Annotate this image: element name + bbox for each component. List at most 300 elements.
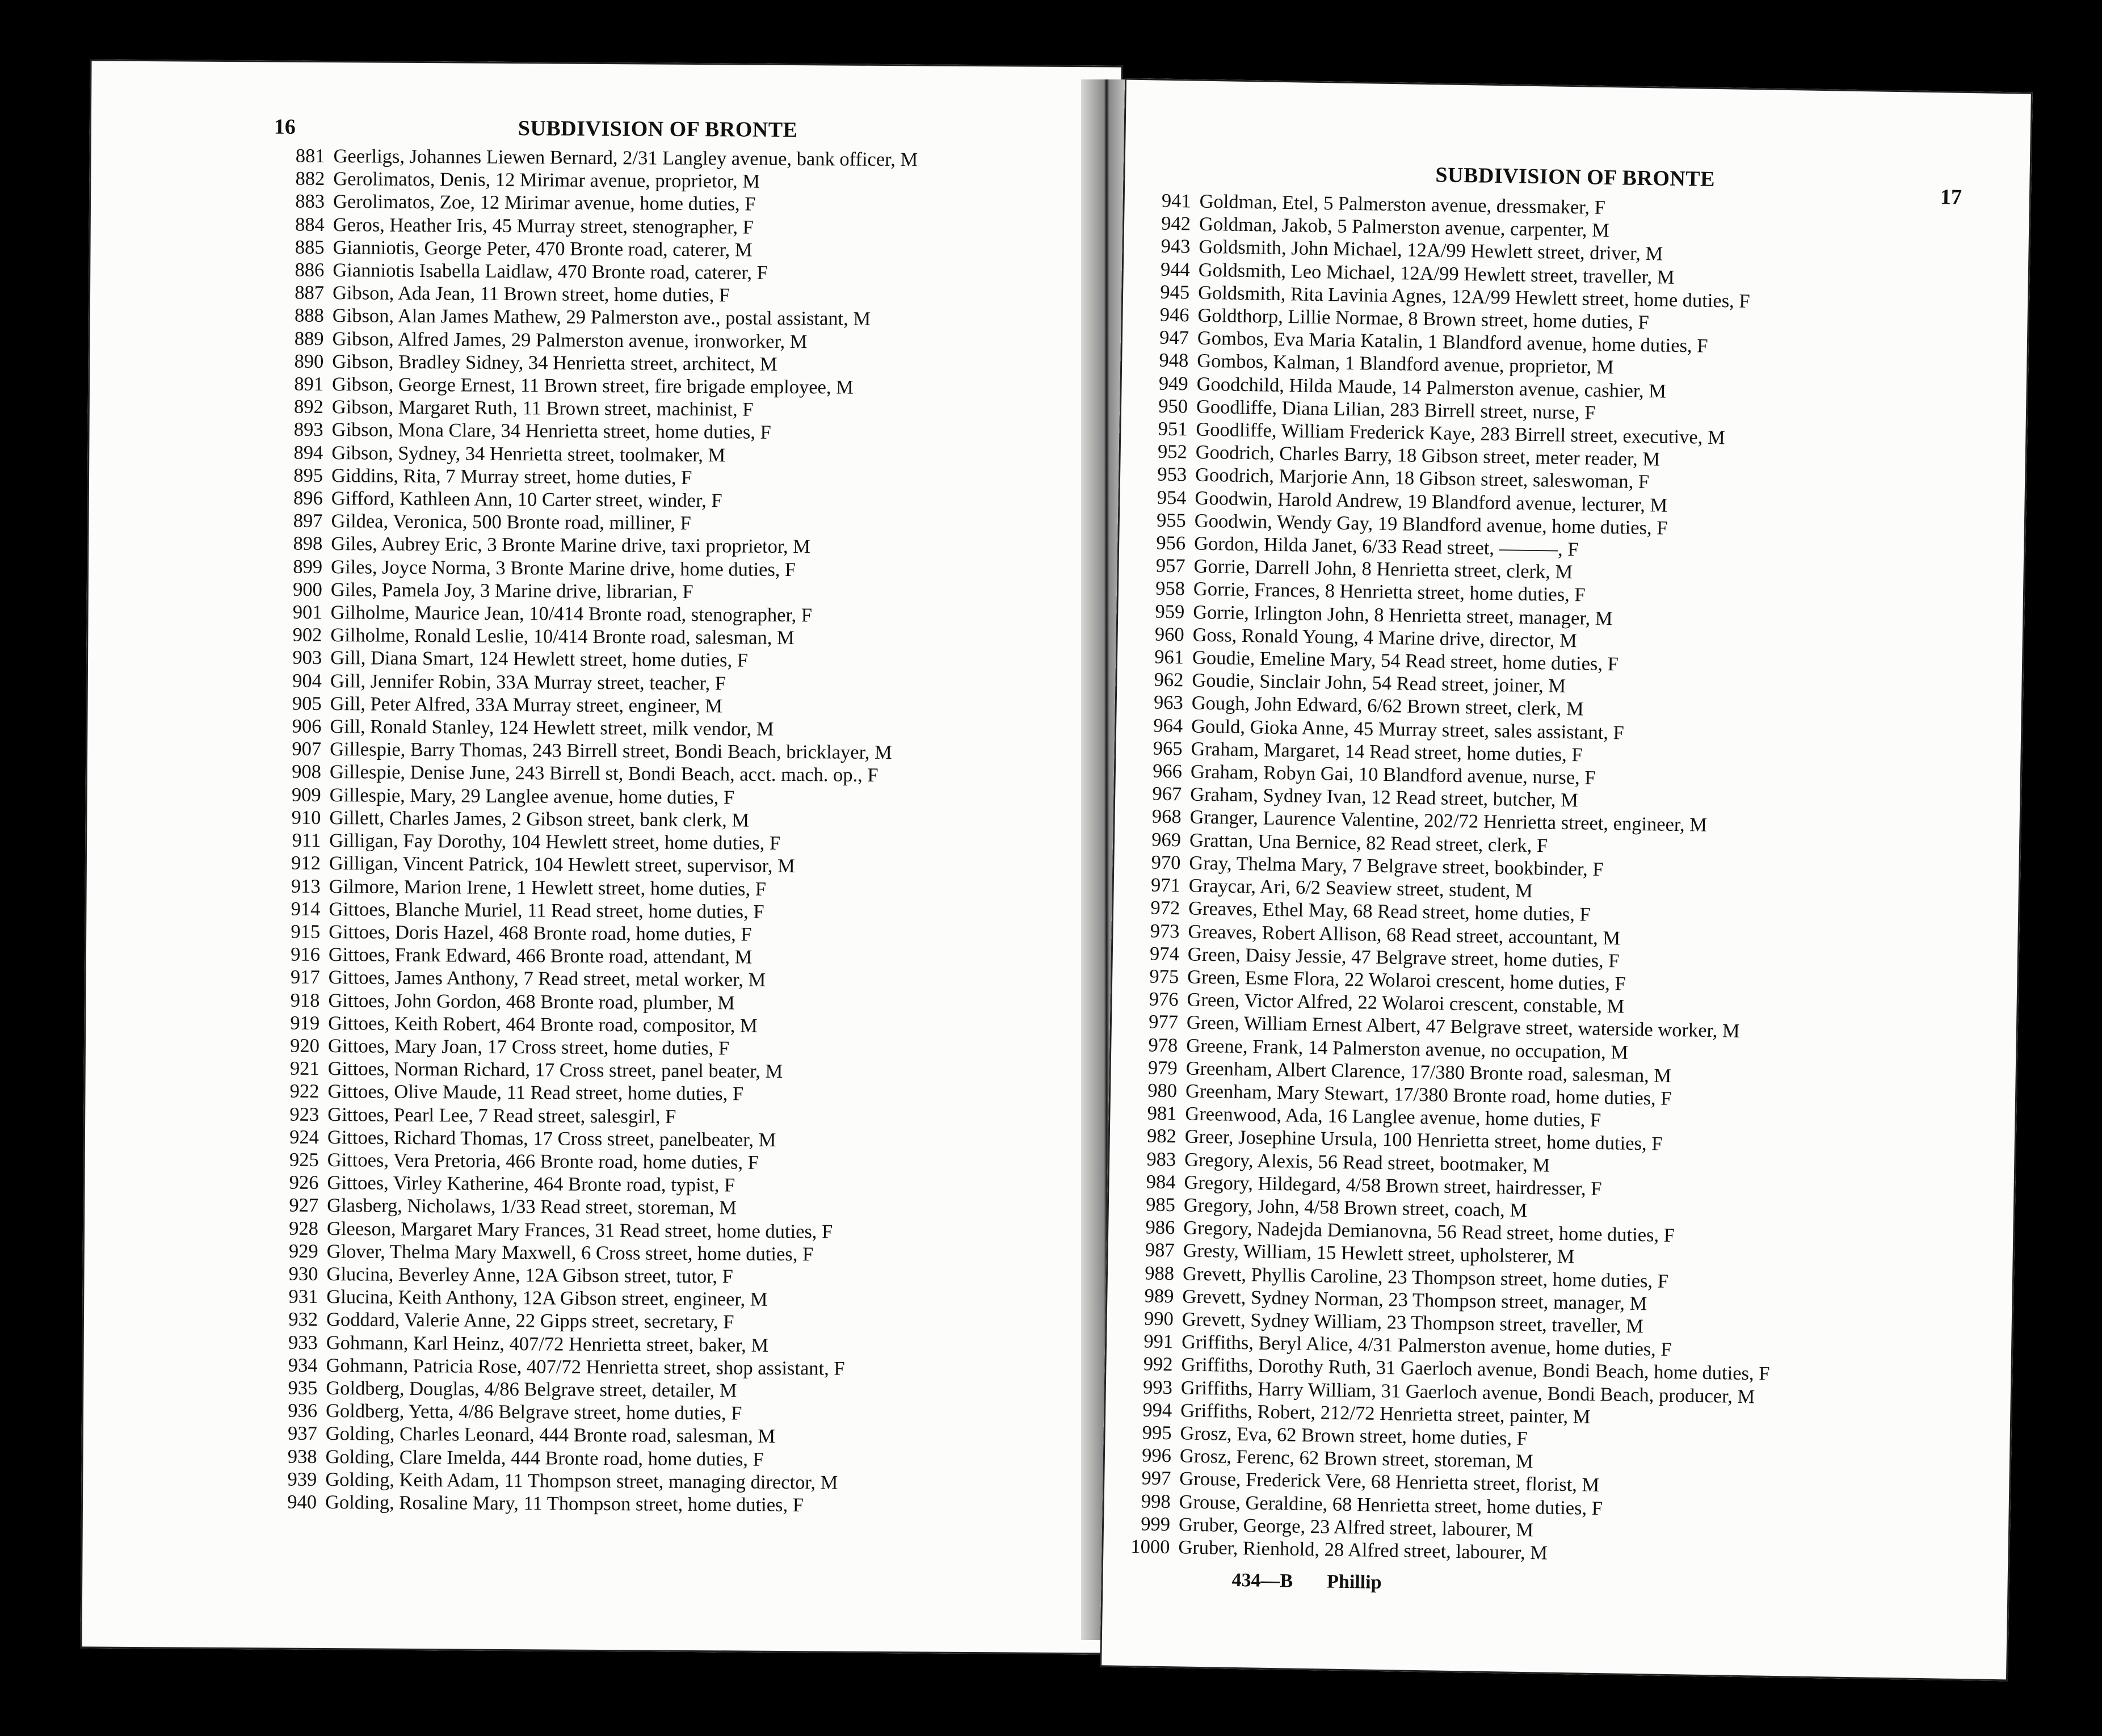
entry-text: Gregory, Hildegard, 4/58 Brown street, hairdresser, F xyxy=(1184,1171,1602,1200)
entry-list-left xyxy=(257,144,918,1517)
directory-entry xyxy=(258,1399,910,1426)
entry-text: Graham, Robyn Gai, 10 Blandford avenue, nurse, F xyxy=(1190,760,1596,789)
entry-text: Glucina, Beverley Anne, 12A Gibson street, tutor, F xyxy=(326,1263,733,1288)
entry-number: 953 xyxy=(1157,464,1187,486)
entry-number: 904 xyxy=(292,670,322,692)
directory-entry xyxy=(257,1490,910,1517)
entry-number: 954 xyxy=(1157,486,1187,509)
entry-number: 895 xyxy=(293,464,323,486)
entry-text: Giles, Joyce Norma, 3 Bronte Marine drive, home duties, F xyxy=(330,556,796,581)
entry-text: Greenwood, Ada, 16 Langlee avenue, home duties, F xyxy=(1185,1103,1601,1132)
entry-text: Goss, Ronald Young, 4 Marine drive, director, M xyxy=(1192,624,1577,652)
entry-number: 945 xyxy=(1160,281,1190,304)
entry-text: Gorrie, Frances, 8 Henrietta street, home duties, F xyxy=(1193,578,1586,606)
entry-number: 934 xyxy=(288,1354,318,1376)
entry-text: Goodliffe, William Frederick Kaye, 283 Birrell street, executive, M xyxy=(1196,418,1725,449)
directory-entry xyxy=(260,989,913,1015)
directory-entry xyxy=(264,327,917,354)
entry-text: Gianniotis, George Peter, 470 Bronte road, caterer, M xyxy=(333,236,752,261)
entry-text: Gittoes, Blanche Muriel, 11 Read street, home duties, F xyxy=(329,898,764,923)
entry-number: 918 xyxy=(290,989,320,1011)
entry-number: 916 xyxy=(291,943,321,966)
entry-number: 909 xyxy=(291,784,321,806)
entry-text: Gilmore, Marion Irene, 1 Hewlett street, home duties, F xyxy=(329,875,767,900)
page-number-left: 16 xyxy=(274,115,296,139)
directory-entry xyxy=(261,852,914,878)
entry-text: Geerligs, Johannes Liewen Bernard, 2/31 Langley avenue, bank officer, M xyxy=(333,145,918,171)
directory-entry xyxy=(261,806,914,833)
entry-text: Grattan, Una Bernice, 82 Read street, clerk, F xyxy=(1189,829,1548,857)
entry-number: 987 xyxy=(1145,1239,1175,1262)
directory-entry xyxy=(262,624,915,650)
entry-text: Gordon, Hilda Janet, 6/33 Read street, ———, F xyxy=(1193,532,1579,561)
entry-text: Gresty, William, 15 Hewlett street, upholsterer, M xyxy=(1183,1239,1575,1268)
entry-number: 888 xyxy=(294,305,324,327)
entry-number: 936 xyxy=(288,1399,318,1422)
entry-text: Gombos, Kalman, 1 Blandford avenue, proprietor, M xyxy=(1196,350,1614,379)
entry-number: 966 xyxy=(1152,760,1183,783)
entry-text: Gruber, Rienhold, 28 Alfred street, labourer, M xyxy=(1178,1536,1548,1564)
entry-number: 926 xyxy=(289,1171,319,1194)
entry-number: 914 xyxy=(291,898,321,920)
entry-text: Gill, Diana Smart, 124 Hewlett street, home duties, F xyxy=(330,647,749,672)
entry-number: 887 xyxy=(295,281,325,304)
directory-entry xyxy=(260,943,913,969)
entry-text: Griffiths, Dorothy Ruth, 31 Gaerloch avenue, Bondi Beach, home duties, F xyxy=(1181,1354,1770,1385)
entry-number: 977 xyxy=(1148,1011,1179,1033)
directory-entry xyxy=(258,1331,911,1357)
directory-entry xyxy=(263,510,915,536)
entry-number: 905 xyxy=(292,692,322,714)
directory-entry xyxy=(264,236,917,262)
entry-number: 900 xyxy=(293,578,322,600)
entry-number: 937 xyxy=(287,1423,317,1445)
entry-number: 885 xyxy=(295,236,325,258)
entry-number: 911 xyxy=(292,829,321,852)
entry-number: 925 xyxy=(289,1149,319,1171)
directory-entry xyxy=(259,1194,911,1221)
page-header-right: SUBDIVISION OF BRONTE xyxy=(1435,163,1716,191)
entry-number: 930 xyxy=(288,1263,318,1285)
directory-entry xyxy=(263,464,916,490)
entry-text: Gibson, Mona Clare, 34 Henrietta street, home duties, F xyxy=(331,419,771,444)
entry-text: Geros, Heather Iris, 45 Murray street, stenographer, F xyxy=(333,213,754,238)
entry-number: 974 xyxy=(1149,943,1180,965)
entry-text: Gibson, Alfred James, 29 Palmerston avenue, ironworker, M xyxy=(332,327,808,352)
directory-entry xyxy=(259,1148,912,1175)
entry-number: 946 xyxy=(1159,304,1189,326)
entry-number: 906 xyxy=(292,715,322,738)
entry-text: Goodliffe, Diana Lilian, 283 Birrell street, nurse, F xyxy=(1196,396,1596,424)
entry-number: 920 xyxy=(290,1035,320,1057)
entry-number: 997 xyxy=(1141,1467,1171,1490)
directory-entry xyxy=(259,1103,912,1129)
directory-entry xyxy=(265,213,918,239)
directory-entry xyxy=(260,897,913,924)
entry-number: 922 xyxy=(289,1080,319,1103)
entry-text: Goodrich, Charles Barry, 18 Gibson street, meter reader, M xyxy=(1195,441,1660,470)
directory-entry xyxy=(258,1308,911,1335)
directory-entry xyxy=(262,760,914,787)
directory-entry xyxy=(260,920,913,947)
entry-text: Griffiths, Beryl Alice, 4/31 Palmerston avenue, home duties, F xyxy=(1181,1331,1672,1361)
entry-number: 986 xyxy=(1145,1216,1175,1239)
entry-number: 992 xyxy=(1143,1353,1173,1376)
entry-text: Granger, Laurence Valentine, 202/72 Henrietta street, engineer, M xyxy=(1189,806,1708,837)
entry-number: 956 xyxy=(1156,532,1186,554)
page-footer xyxy=(1231,1570,1416,1594)
entry-number: 932 xyxy=(288,1309,318,1331)
entry-number: 897 xyxy=(293,510,323,532)
entry-number: 965 xyxy=(1153,737,1183,760)
entry-text: Gittoes, Olive Maude, 11 Read street, home duties, F xyxy=(327,1081,744,1105)
entry-number: 915 xyxy=(291,920,321,943)
entry-number: 941 xyxy=(1161,190,1191,212)
entry-text: Goldsmith, Rita Lavinia Agnes, 12A/99 Hewlett street, home duties, F xyxy=(1197,281,1750,312)
entry-text: Gittoes, Frank Edward, 466 Bronte road, attendant, M xyxy=(328,944,752,968)
entry-number: 933 xyxy=(288,1331,318,1354)
entry-number: 881 xyxy=(295,145,325,167)
entry-text: Green, Esme Flora, 22 Wolaroi crescent, home duties, F xyxy=(1187,966,1626,995)
entry-number: 917 xyxy=(290,966,320,989)
entry-text: Gillett, Charles James, 2 Gibson street, bank clerk, M xyxy=(329,806,750,831)
entry-number: 972 xyxy=(1150,897,1180,919)
entry-text: Gittoes, Vera Pretoria, 466 Bronte road, home duties, F xyxy=(327,1149,759,1174)
entry-number: 976 xyxy=(1149,988,1179,1011)
entry-number: 989 xyxy=(1144,1285,1174,1307)
entry-number: 959 xyxy=(1155,600,1185,623)
directory-entry xyxy=(263,441,916,468)
entry-number: 889 xyxy=(294,327,324,350)
entry-text: Green, Victor Alfred, 22 Wolaroi crescent, constable, M xyxy=(1187,989,1625,1018)
entry-text: Gittoes, Mary Joan, 17 Cross street, home duties, F xyxy=(327,1035,730,1060)
directory-entry xyxy=(262,646,915,673)
directory-entry xyxy=(262,738,914,764)
entry-text: Gittoes, James Anthony, 7 Read street, metal worker, M xyxy=(328,966,766,991)
entry-text: Gifford, Kathleen Ann, 10 Carter street, winder, F xyxy=(331,487,722,512)
entry-text: Goldsmith, Leo Michael, 12A/99 Hewlett street, traveller, M xyxy=(1198,259,1675,288)
entry-number: 962 xyxy=(1154,669,1184,691)
entry-text: Glasberg, Nicholaws, 1/33 Read street, storeman, M xyxy=(327,1195,737,1219)
entry-list-right xyxy=(1110,189,1788,1568)
entry-number: 938 xyxy=(287,1445,317,1468)
directory-entry xyxy=(260,966,913,993)
entry-text: Gill, Peter Alfred, 33A Murray street, engineer, M xyxy=(330,692,723,717)
entry-number: 923 xyxy=(289,1103,319,1125)
entry-text: Gittoes, Keith Robert, 464 Bronte road, compositor, M xyxy=(328,1012,758,1037)
entry-number: 944 xyxy=(1160,258,1191,281)
entry-text: Gianniotis Isabella Laidlaw, 470 Bronte road, caterer, F xyxy=(333,259,768,284)
entry-number: 998 xyxy=(1141,1490,1171,1512)
directory-entry xyxy=(258,1376,910,1403)
directory-entry xyxy=(259,1239,911,1266)
directory-entry xyxy=(265,190,918,217)
entry-number: 963 xyxy=(1153,692,1184,714)
entry-text: Glucina, Keith Anthony, 12A Gibson street, engineer, M xyxy=(326,1286,768,1310)
entry-text: Gibson, Margaret Ruth, 11 Brown street, machinist, F xyxy=(331,396,754,421)
entry-number: 935 xyxy=(288,1377,318,1399)
entry-text: Gillespie, Denise June, 243 Birrell st, Bondi Beach, acct. mach. op., F xyxy=(329,761,878,787)
entry-number: 910 xyxy=(291,806,321,829)
entry-text: Greaves, Robert Allison, 68 Read street, accountant, M xyxy=(1188,920,1621,949)
entry-text: Gilholme, Maurice Jean, 10/414 Bronte road, stenographer, F xyxy=(330,602,813,627)
page-header-left: SUBDIVISION OF BRONTE xyxy=(518,116,798,142)
entry-text: Goodchild, Hilda Maude, 14 Palmerston avenue, cashier, M xyxy=(1196,373,1667,402)
entry-text: Giddins, Rita, 7 Murray street, home duties, F xyxy=(331,464,692,489)
entry-number: 919 xyxy=(290,1012,320,1034)
entry-number: 950 xyxy=(1158,395,1188,418)
entry-number: 894 xyxy=(293,442,323,464)
entry-number: 928 xyxy=(289,1217,319,1239)
entry-number: 948 xyxy=(1159,350,1189,372)
entry-text: Gohmann, Karl Heinz, 407/72 Henrietta street, baker, M xyxy=(326,1331,769,1356)
entry-number: 901 xyxy=(292,601,322,624)
entry-text: Goodwin, Harold Andrew, 19 Blandford avenue, lecturer, M xyxy=(1195,487,1668,516)
entry-number: 921 xyxy=(289,1057,319,1080)
entry-text: Goldberg, Yetta, 4/86 Belgrave street, home duties, F xyxy=(325,1400,742,1424)
directory-entry xyxy=(264,396,917,422)
entry-text: Gregory, Alexis, 56 Read street, bootmaker, M xyxy=(1184,1149,1550,1176)
entry-text: Gilholme, Ronald Leslie, 10/414 Bronte road, salesman, M xyxy=(330,624,794,649)
directory-entry xyxy=(259,1080,912,1107)
entry-number: 957 xyxy=(1155,554,1185,577)
entry-number: 983 xyxy=(1146,1147,1176,1170)
entry-number: 896 xyxy=(293,487,323,510)
entry-text: Green, Daisy Jessie, 47 Belgrave street, home duties, F xyxy=(1187,943,1620,972)
entry-text: Gildea, Veronica, 500 Bronte road, milliner, F xyxy=(331,510,691,535)
entry-number: 960 xyxy=(1154,623,1184,646)
directory-entry xyxy=(264,350,917,376)
entry-number: 981 xyxy=(1147,1102,1177,1125)
directory-entry xyxy=(261,875,914,901)
entry-number: 884 xyxy=(295,213,325,236)
entry-text: Gleeson, Margaret Mary Frances, 31 Read street, home duties, F xyxy=(326,1217,833,1243)
entry-text: Goodwin, Wendy Gay, 19 Blandford avenue, home duties, F xyxy=(1194,510,1668,539)
entry-text: Gill, Ronald Stanley, 124 Hewlett street, milk vendor, M xyxy=(330,716,774,740)
entry-text: Gittoes, Pearl Lee, 7 Read street, salesgirl, F xyxy=(327,1103,676,1128)
directory-entry xyxy=(264,304,917,331)
entry-text: Goldberg, Douglas, 4/86 Belgrave street, detailer, M xyxy=(326,1377,737,1402)
entry-number: 892 xyxy=(293,396,323,418)
directory-entry xyxy=(258,1285,911,1312)
entry-text: Greenham, Albert Clarence, 17/380 Bronte road, salesman, M xyxy=(1185,1057,1672,1087)
entry-number: 912 xyxy=(291,852,321,875)
entry-number: 958 xyxy=(1155,578,1185,600)
entry-text: Gough, John Edward, 6/62 Brown street, clerk, M xyxy=(1191,692,1584,720)
entry-number: 955 xyxy=(1156,509,1187,532)
entry-number: 964 xyxy=(1153,714,1183,737)
directory-entry xyxy=(262,714,914,741)
entry-text: Gibson, Sydney, 34 Henrietta street, toolmaker, M xyxy=(331,442,726,466)
directory-entry xyxy=(258,1262,911,1289)
entry-text: Goddard, Valerie Anne, 22 Gipps street, secretary, F xyxy=(326,1309,734,1333)
page-number-right: 17 xyxy=(1940,185,1962,209)
entry-number: 975 xyxy=(1149,965,1179,988)
directory-entry xyxy=(264,258,917,285)
directory-entry xyxy=(262,783,914,810)
entry-text: Gillespie, Barry Thomas, 243 Birrell street, Bondi Beach, bricklayer, M xyxy=(330,738,892,764)
entry-number: 886 xyxy=(295,259,325,281)
entry-text: Goudie, Emeline Mary, 54 Read street, home duties, F xyxy=(1192,646,1619,675)
directory-entry xyxy=(263,578,915,604)
entry-number: 980 xyxy=(1147,1079,1178,1102)
entry-text: Grosz, Eva, 62 Brown street, home duties, F xyxy=(1180,1422,1528,1450)
entry-text: Gill, Jennifer Robin, 33A Murray street, teacher, F xyxy=(330,670,726,695)
entry-number: 985 xyxy=(1145,1193,1176,1216)
entry-text: Grouse, Frederick Vere, 68 Henrietta street, florist, M xyxy=(1179,1468,1600,1497)
entry-text: Glover, Thelma Mary Maxwell, 6 Cross street, home duties, F xyxy=(326,1240,814,1266)
entry-number: 969 xyxy=(1151,829,1182,851)
entry-number: 883 xyxy=(295,191,325,213)
entry-number: 893 xyxy=(293,419,323,441)
entry-number: 988 xyxy=(1144,1262,1175,1284)
entry-text: Gittoes, Doris Hazel, 468 Bronte road, home duties, F xyxy=(329,920,752,945)
directory-entry xyxy=(258,1422,910,1449)
entry-number: 929 xyxy=(288,1240,318,1262)
entry-text: Griffiths, Harry William, 31 Gaerloch avenue, Bondi Beach, producer, M xyxy=(1180,1377,1755,1407)
entry-text: Gibson, Alan James Mathew, 29 Palmerston ave., postal assistant, M xyxy=(332,305,871,330)
directory-entry xyxy=(262,669,915,696)
entry-text: Golding, Rosaline Mary, 11 Thompson street, home duties, F xyxy=(325,1491,804,1516)
entry-text: Gregory, John, 4/58 Brown street, coach, M xyxy=(1183,1194,1528,1221)
entry-number: 984 xyxy=(1146,1171,1176,1193)
entry-number: 990 xyxy=(1144,1308,1174,1330)
entry-text: Graham, Sydney Ivan, 12 Read street, butcher, M xyxy=(1189,783,1579,812)
entry-text: Gerolimatos, Zoe, 12 Mirimar avenue, home duties, F xyxy=(333,191,756,216)
directory-entry xyxy=(263,486,916,513)
entry-number: 979 xyxy=(1147,1057,1178,1079)
directory-entry xyxy=(263,418,916,445)
entry-text: Greene, Frank, 14 Palmerston avenue, no occupation, M xyxy=(1186,1035,1629,1064)
entry-text: Gorrie, Irlington John, 8 Henrietta street, manager, M xyxy=(1193,601,1613,629)
entry-text: Gorrie, Darrell John, 8 Henrietta street, clerk, M xyxy=(1193,555,1573,583)
entry-text: Greaves, Ethel May, 68 Read street, home duties, F xyxy=(1188,897,1591,926)
entry-number: 968 xyxy=(1151,806,1182,828)
directory-entry xyxy=(265,167,918,194)
entry-number: 931 xyxy=(288,1285,318,1308)
entry-number: 940 xyxy=(287,1491,317,1513)
directory-entry xyxy=(261,829,914,855)
entry-number: 902 xyxy=(292,624,322,646)
entry-number: 947 xyxy=(1159,326,1189,349)
entry-number: 882 xyxy=(295,167,325,190)
entry-text: Gittoes, John Gordon, 468 Bronte road, plumber, M xyxy=(328,989,735,1014)
right-page xyxy=(1100,78,2033,1682)
entry-text: Golding, Charles Leonard, 444 Bronte road, salesman, M xyxy=(325,1423,776,1448)
entry-text: Goldsmith, John Michael, 12A/99 Hewlett street, driver, M xyxy=(1199,236,1663,265)
entry-number: 899 xyxy=(293,556,323,578)
footer-code: 434—B xyxy=(1231,1569,1293,1592)
entry-text: Golding, Keith Adam, 11 Thompson street, managing director, M xyxy=(325,1468,838,1494)
entry-number: 898 xyxy=(293,533,323,555)
entry-number: 971 xyxy=(1150,874,1181,897)
entry-text: Goldman, Jakob, 5 Palmerston avenue, carpenter, M xyxy=(1199,213,1610,242)
entry-number: 995 xyxy=(1142,1422,1172,1444)
entry-number: 949 xyxy=(1158,372,1188,395)
entry-number: 961 xyxy=(1154,646,1184,669)
entry-text: Gibson, George Ernest, 11 Brown street, fire brigade employee, M xyxy=(331,373,854,398)
directory-entry xyxy=(264,281,917,308)
entry-number: 951 xyxy=(1158,418,1188,440)
entry-text: Goldthorp, Lillie Normae, 8 Brown street, home duties, F xyxy=(1197,304,1650,334)
entry-text: Gruber, George, 23 Alfred street, labourer, M xyxy=(1178,1514,1534,1541)
entry-number: 978 xyxy=(1148,1033,1178,1056)
entry-text: Giles, Pamela Joy, 3 Marine drive, librarian, F xyxy=(330,578,693,603)
entry-number: 943 xyxy=(1161,236,1191,258)
entry-number: 967 xyxy=(1152,783,1182,805)
entry-text: Griffiths, Robert, 212/72 Henrietta street, painter, M xyxy=(1180,1399,1591,1428)
entry-number: 913 xyxy=(291,875,321,897)
entry-text: Gombos, Eva Maria Katalin, 1 Blandford avenue, home duties, F xyxy=(1197,327,1708,358)
entry-text: Greer, Josephine Ursula, 100 Henrietta street, home duties, F xyxy=(1184,1125,1663,1155)
entry-number: 890 xyxy=(294,350,324,372)
directory-entry xyxy=(259,1217,911,1243)
directory-entry xyxy=(260,1034,913,1061)
entry-text: Gray, Thelma Mary, 7 Belgrave street, bookbinder, F xyxy=(1189,852,1604,880)
entry-number: 927 xyxy=(289,1194,319,1217)
entry-number: 924 xyxy=(289,1126,319,1148)
entry-text: Goldman, Etel, 5 Palmerston avenue, dressmaker, F xyxy=(1199,190,1606,218)
entry-number: 970 xyxy=(1151,851,1181,874)
entry-text: Gerolimatos, Denis, 12 Mirimar avenue, proprietor, M xyxy=(333,168,760,192)
footer-division: Phillip xyxy=(1326,1571,1382,1594)
entry-text: Gilligan, Vincent Patrick, 104 Hewlett street, supervisor, M xyxy=(329,852,795,877)
entry-number: 994 xyxy=(1142,1399,1172,1421)
directory-entry xyxy=(259,1125,912,1152)
entry-text: Green, William Ernest Albert, 47 Belgrave street, waterside worker, M xyxy=(1186,1011,1740,1043)
entry-text: Golding, Clare Imelda, 444 Bronte road, home duties, F xyxy=(325,1445,764,1470)
entry-text: Gilligan, Fay Dorothy, 104 Hewlett street, home duties, F xyxy=(329,830,781,855)
directory-entry xyxy=(257,1468,910,1494)
left-page xyxy=(80,59,1123,1654)
directory-entry xyxy=(257,1445,910,1472)
entry-number: 952 xyxy=(1157,440,1188,463)
entry-text: Grouse, Geraldine, 68 Henrietta street, home duties, F xyxy=(1179,1490,1603,1519)
entry-text: Gregory, Nadejda Demianovna, 56 Read street, home duties, F xyxy=(1183,1217,1675,1247)
directory-entry xyxy=(263,532,915,559)
directory-entry xyxy=(260,1057,913,1083)
directory-entry xyxy=(263,600,915,627)
entry-text: Gibson, Ada Jean, 11 Brown street, home duties, F xyxy=(332,282,730,306)
entry-number: 999 xyxy=(1141,1513,1171,1535)
entry-text: Grevett, Sydney Norman, 23 Thompson street, manager, M xyxy=(1182,1285,1647,1315)
entry-text: Grevett, Sydney William, 23 Thompson street, traveller, M xyxy=(1182,1308,1644,1338)
entry-number: 973 xyxy=(1150,919,1180,942)
directory-entry xyxy=(259,1171,911,1197)
directory-entry xyxy=(265,144,918,171)
entry-text: Goudie, Sinclair John, 54 Read street, joiner, M xyxy=(1192,669,1566,697)
entry-text: Goodrich, Marjorie Ann, 18 Gibson street, saleswoman, F xyxy=(1195,464,1650,493)
entry-text: Gibson, Bradley Sidney, 34 Henrietta street, architect, M xyxy=(332,350,777,375)
entry-number: 903 xyxy=(292,647,322,669)
directory-entry xyxy=(263,555,915,582)
directory-entry xyxy=(260,1011,913,1038)
entry-text: Gittoes, Virley Katherine, 464 Bronte road, typist, F xyxy=(327,1172,735,1196)
entry-number: 891 xyxy=(294,373,324,396)
directory-entry xyxy=(258,1354,910,1380)
entry-text: Greenham, Mary Stewart, 17/380 Bronte road, home duties, F xyxy=(1185,1080,1672,1109)
entry-text: Giles, Aubrey Eric, 3 Bronte Marine drive, taxi proprietor, M xyxy=(331,533,811,558)
entry-text: Grevett, Phyllis Caroline, 23 Thompson street, home duties, F xyxy=(1182,1263,1669,1292)
entry-number: 907 xyxy=(292,738,322,760)
directory-entry xyxy=(264,372,917,399)
entry-text: Graham, Margaret, 14 Read street, home duties, F xyxy=(1191,738,1583,766)
entry-text: Gittoes, Norman Richard, 17 Cross street, panel beater, M xyxy=(327,1058,783,1083)
entry-number: 991 xyxy=(1144,1330,1174,1353)
entry-number: 996 xyxy=(1141,1444,1172,1467)
entry-number: 939 xyxy=(287,1468,317,1490)
entry-text: Grosz, Ferenc, 62 Brown street, storeman, M xyxy=(1179,1445,1533,1473)
